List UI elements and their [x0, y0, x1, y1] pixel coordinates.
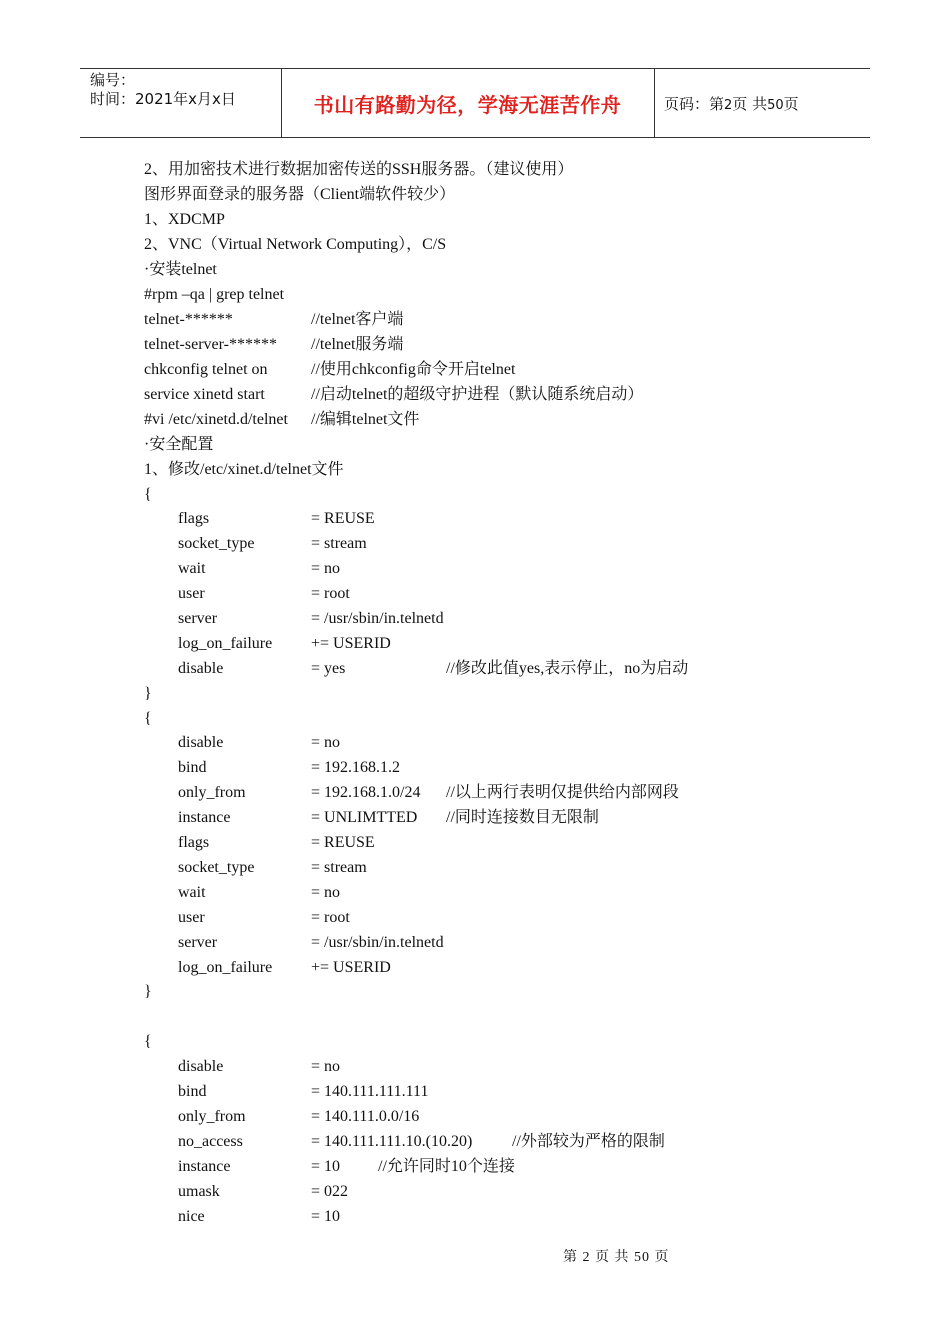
- command-text: #vi /etc/xinetd.d/telnet: [144, 411, 288, 428]
- config-value: = root: [311, 909, 350, 926]
- text-line: 1、XDCMP: [144, 211, 225, 228]
- pager-total: 50: [767, 98, 784, 113]
- config-value: = 192.168.1.2: [311, 759, 401, 776]
- config-value: = no: [311, 734, 341, 751]
- page-header: [80, 68, 870, 138]
- command-comment: //启动telnet的超级守护进程（默认随系统启动）: [311, 386, 644, 403]
- close-brace: }: [144, 685, 152, 702]
- config-key: no_access: [178, 1133, 243, 1150]
- open-brace: {: [144, 1033, 152, 1050]
- command-comment: //使用chkconfig命令开启telnet: [311, 361, 516, 378]
- config-value: = root: [311, 585, 350, 602]
- open-brace: {: [144, 710, 152, 727]
- config-value: = REUSE: [311, 834, 375, 851]
- command-text: service xinetd start: [144, 386, 265, 403]
- config-value: = 192.168.1.0/24: [311, 784, 421, 801]
- config-key: user: [178, 585, 205, 602]
- config-key: nice: [178, 1208, 205, 1225]
- close-brace: }: [144, 983, 152, 1000]
- command-text: chkconfig telnet on: [144, 361, 268, 378]
- config-key: user: [178, 909, 205, 926]
- config-value: = stream: [311, 535, 367, 552]
- pager-suffix: 页: [783, 95, 799, 113]
- config-value: = UNLIMTTED: [311, 809, 418, 826]
- config-value: = 10: [311, 1158, 341, 1175]
- config-value: += USERID: [311, 959, 391, 976]
- command-text: telnet-server-******: [144, 336, 277, 353]
- header-pager: [664, 93, 799, 114]
- pager-page: 2: [724, 98, 733, 113]
- text-line: 2、用加密技术进行数据加密传送的SSH服务器。（建议使用）: [144, 161, 574, 178]
- config-value: = 140.111.0.0/16: [311, 1108, 420, 1125]
- config-key: server: [178, 610, 218, 627]
- config-value: = yes: [311, 660, 346, 677]
- config-key: instance: [178, 809, 231, 826]
- config-value: = stream: [311, 859, 367, 876]
- config-key: flags: [178, 510, 210, 527]
- config-comment: //修改此值yes,表示停止，no为启动: [446, 660, 689, 677]
- text-line: #rpm –qa | grep telnet: [144, 286, 285, 303]
- header-divider: [654, 69, 655, 137]
- config-comment: //以上两行表明仅提供给内部网段: [446, 784, 679, 801]
- config-key: bind: [178, 759, 207, 776]
- config-key: only_from: [178, 784, 246, 801]
- header-motto: 书山有路勤为径，学海无涯苦作舟: [313, 93, 622, 117]
- config-key: instance: [178, 1158, 231, 1175]
- header-meta: [90, 71, 236, 109]
- config-key: bind: [178, 1083, 207, 1100]
- number-label: 编号：: [90, 71, 136, 89]
- config-value: += USERID: [311, 635, 391, 652]
- text-line: 2、VNC（Virtual Network Computing），C/S: [144, 236, 447, 253]
- config-key: server: [178, 934, 218, 951]
- page-footer: 第 2 页 共 50 页: [563, 1250, 670, 1265]
- text-line: 图形界面登录的服务器（Client端软件较少）: [144, 186, 456, 203]
- config-value: = no: [311, 884, 341, 901]
- section-heading: ·安装telnet: [144, 261, 217, 278]
- config-value: = REUSE: [311, 510, 375, 527]
- pager-prefix: 页码：第: [664, 95, 725, 113]
- config-key: socket_type: [178, 535, 255, 552]
- date-label: 时间：2021年x月x日: [90, 90, 236, 108]
- config-comment: //外部较为严格的限制: [512, 1133, 665, 1150]
- config-key: disable: [178, 734, 224, 751]
- command-comment: //telnet服务端: [311, 336, 404, 353]
- open-brace: {: [144, 486, 152, 503]
- config-value: = /usr/sbin/in.telnetd: [311, 610, 444, 627]
- config-value: = 022: [311, 1183, 349, 1200]
- config-value: = 140.111.111.10.(10.20): [311, 1133, 473, 1150]
- config-key: disable: [178, 660, 224, 677]
- config-value: = /usr/sbin/in.telnetd: [311, 934, 444, 951]
- config-value: = 10: [311, 1208, 341, 1225]
- config-key: wait: [178, 884, 206, 901]
- config-key: socket_type: [178, 859, 255, 876]
- section-heading: ·安全配置: [144, 436, 214, 453]
- config-key: only_from: [178, 1108, 246, 1125]
- config-value: = 140.111.111.111: [311, 1083, 429, 1100]
- config-key: disable: [178, 1058, 224, 1075]
- text-line: 1、修改/etc/xinet.d/telnet文件: [144, 461, 344, 478]
- pager-mid: 页 共: [732, 95, 768, 113]
- config-key: umask: [178, 1183, 220, 1200]
- config-key: wait: [178, 560, 206, 577]
- config-value: = no: [311, 560, 341, 577]
- command-comment: //编辑telnet文件: [311, 411, 420, 428]
- config-key: flags: [178, 834, 210, 851]
- config-value: = no: [311, 1058, 341, 1075]
- command-comment: //telnet客户端: [311, 311, 404, 328]
- config-key: log_on_failure: [178, 635, 273, 652]
- config-comment: //同时连接数目无限制: [446, 809, 599, 826]
- config-comment: //允许同时10个连接: [378, 1158, 515, 1175]
- config-key: log_on_failure: [178, 959, 273, 976]
- command-text: telnet-******: [144, 311, 233, 328]
